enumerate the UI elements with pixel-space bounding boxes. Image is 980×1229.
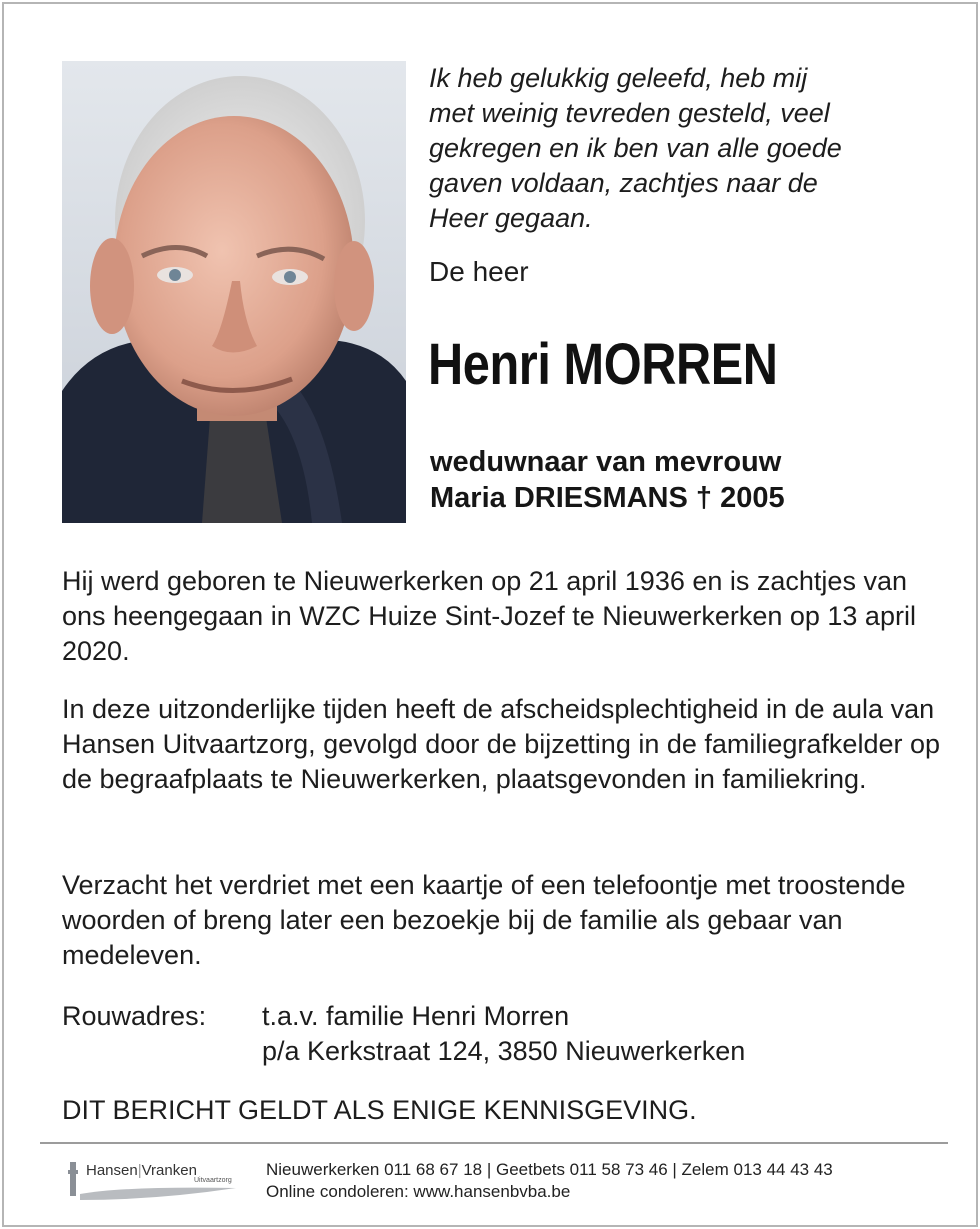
poem-quote: Ik heb gelukkig geleefd, heb mij met weinig tevreden gesteld, veel gekregen en ik ben van alle goede gaven voldaan, zachtjes naar de Heer gegaan. [429, 63, 842, 233]
footer-divider [40, 1142, 948, 1144]
contact-info [266, 1159, 833, 1203]
deceased-name: Henri MORREN [428, 332, 778, 397]
birth-death-paragraph: Hij werd geboren te Nieuwerkerken op 21 april 1936 en is zachtjes van ons heengegaan in WZC Huize Sint-Jozef te Nieuwerkerken op 13 april 2020. [62, 566, 916, 666]
ceremony-paragraph: In deze uitzonderlijke tijden heeft de afscheidsplechtigheid in de aula van Hansen Uitvaartzorg, gevolgd door de bijzetting in de familiegrafkelder op de begraafplaats te Nieuwerkerken, plaatsgevonden in familiekring. [62, 694, 941, 794]
address-label: Rouwadres: [62, 1001, 207, 1031]
logo-separator: | [137, 1162, 142, 1179]
widower-line-1: weduwnaar van mevrouw [430, 446, 782, 478]
contact-phones: Nieuwerkerken 011 68 67 18 | Geetbets 011 58 73 46 | Zelem 013 44 43 43 [266, 1160, 833, 1179]
widower-statement [430, 444, 950, 516]
logo-right-text: Vranken [141, 1162, 197, 1179]
portrait-image [62, 61, 406, 523]
condolence-paragraph: Verzacht het verdriet met een kaartje of een telefoontje met troostende woorden of breng later een bezoekje bij de familie als gebaar van medeleven. [62, 870, 906, 970]
funeral-home-logo [66, 1156, 246, 1206]
salutation: De heer [429, 256, 529, 287]
address-line-2: p/a Kerkstraat 124, 3850 Nieuwerkerken [262, 1036, 746, 1066]
widower-line-2: Maria DRIESMANS † 2005 [430, 482, 785, 514]
obituary-card [2, 2, 978, 1227]
portrait-photo [62, 61, 406, 523]
official-notice: DIT BERICHT GELDT ALS ENIGE KENNISGEVING. [62, 1095, 697, 1125]
logo-left-text: Hansen [86, 1162, 138, 1179]
logo-subtitle: Uitvaartzorg [194, 1177, 232, 1184]
contact-website[interactable]: Online condoleren: www.hansenbvba.be [266, 1182, 571, 1201]
address-line-1: t.a.v. familie Henri Morren [262, 1001, 570, 1031]
